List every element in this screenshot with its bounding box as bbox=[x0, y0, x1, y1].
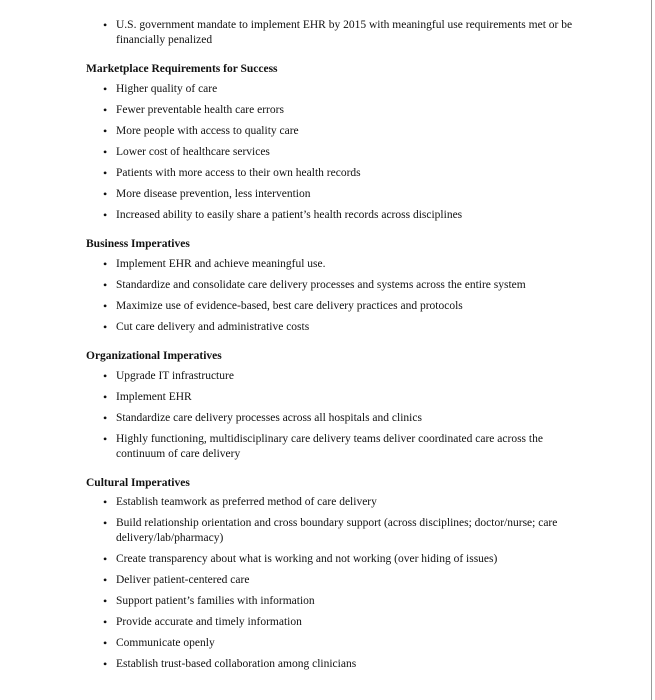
list-item: • Build relationship orientation and cross boundary support (across disciplines; doctor/nurse; care delivery/lab/pharmacy) bbox=[116, 516, 586, 546]
list-item: • Higher quality of care bbox=[116, 82, 586, 97]
list-item: • More people with access to quality care bbox=[116, 124, 586, 139]
section-heading-marketplace: Marketplace Requirements for Success bbox=[86, 63, 278, 75]
list-item: • Standardize care delivery processes across all hospitals and clinics bbox=[116, 411, 586, 426]
list-item: • Increased ability to easily share a patient’s health records across disciplines bbox=[116, 208, 586, 223]
list-item: • More disease prevention, less intervention bbox=[116, 187, 586, 202]
list-item: • Lower cost of healthcare services bbox=[116, 145, 586, 160]
list-item: • U.S. government mandate to implement EHR by 2015 with meaningful use requirements met or be financially penalized bbox=[116, 18, 586, 48]
list-item: • Upgrade IT infrastructure bbox=[116, 369, 586, 384]
list-item: • Communicate openly bbox=[116, 636, 586, 651]
list-item: • Standardize and consolidate care delivery processes and systems across the entire system bbox=[116, 278, 586, 293]
list-item: • Establish teamwork as preferred method of care delivery bbox=[116, 495, 586, 510]
section-heading-cultural: Cultural Imperatives bbox=[86, 477, 190, 489]
list-item: • Establish trust-based collaboration among clinicians bbox=[116, 657, 586, 672]
section-heading-business: Business Imperatives bbox=[86, 238, 190, 250]
list-item: • Implement EHR and achieve meaningful use. bbox=[116, 257, 586, 272]
list-item: • Fewer preventable health care errors bbox=[116, 103, 586, 118]
list-item: • Highly functioning, multidisciplinary care delivery teams deliver coordinated care across the continuum of care delivery bbox=[116, 432, 586, 462]
list-item: • Patients with more access to their own health records bbox=[116, 166, 586, 181]
list-item: • Provide accurate and timely information bbox=[116, 615, 586, 630]
list-item: • Implement EHR bbox=[116, 390, 586, 405]
list-item: • Deliver patient-centered care bbox=[116, 573, 586, 588]
list-item: • Support patient’s families with information bbox=[116, 594, 586, 609]
section-heading-organizational: Organizational Imperatives bbox=[86, 350, 222, 362]
list-item: • Create transparency about what is working and not working (over hiding of issues) bbox=[116, 552, 586, 567]
list-item: • Cut care delivery and administrative costs bbox=[116, 320, 586, 335]
list-item: • Maximize use of evidence-based, best care delivery practices and protocols bbox=[116, 299, 586, 314]
